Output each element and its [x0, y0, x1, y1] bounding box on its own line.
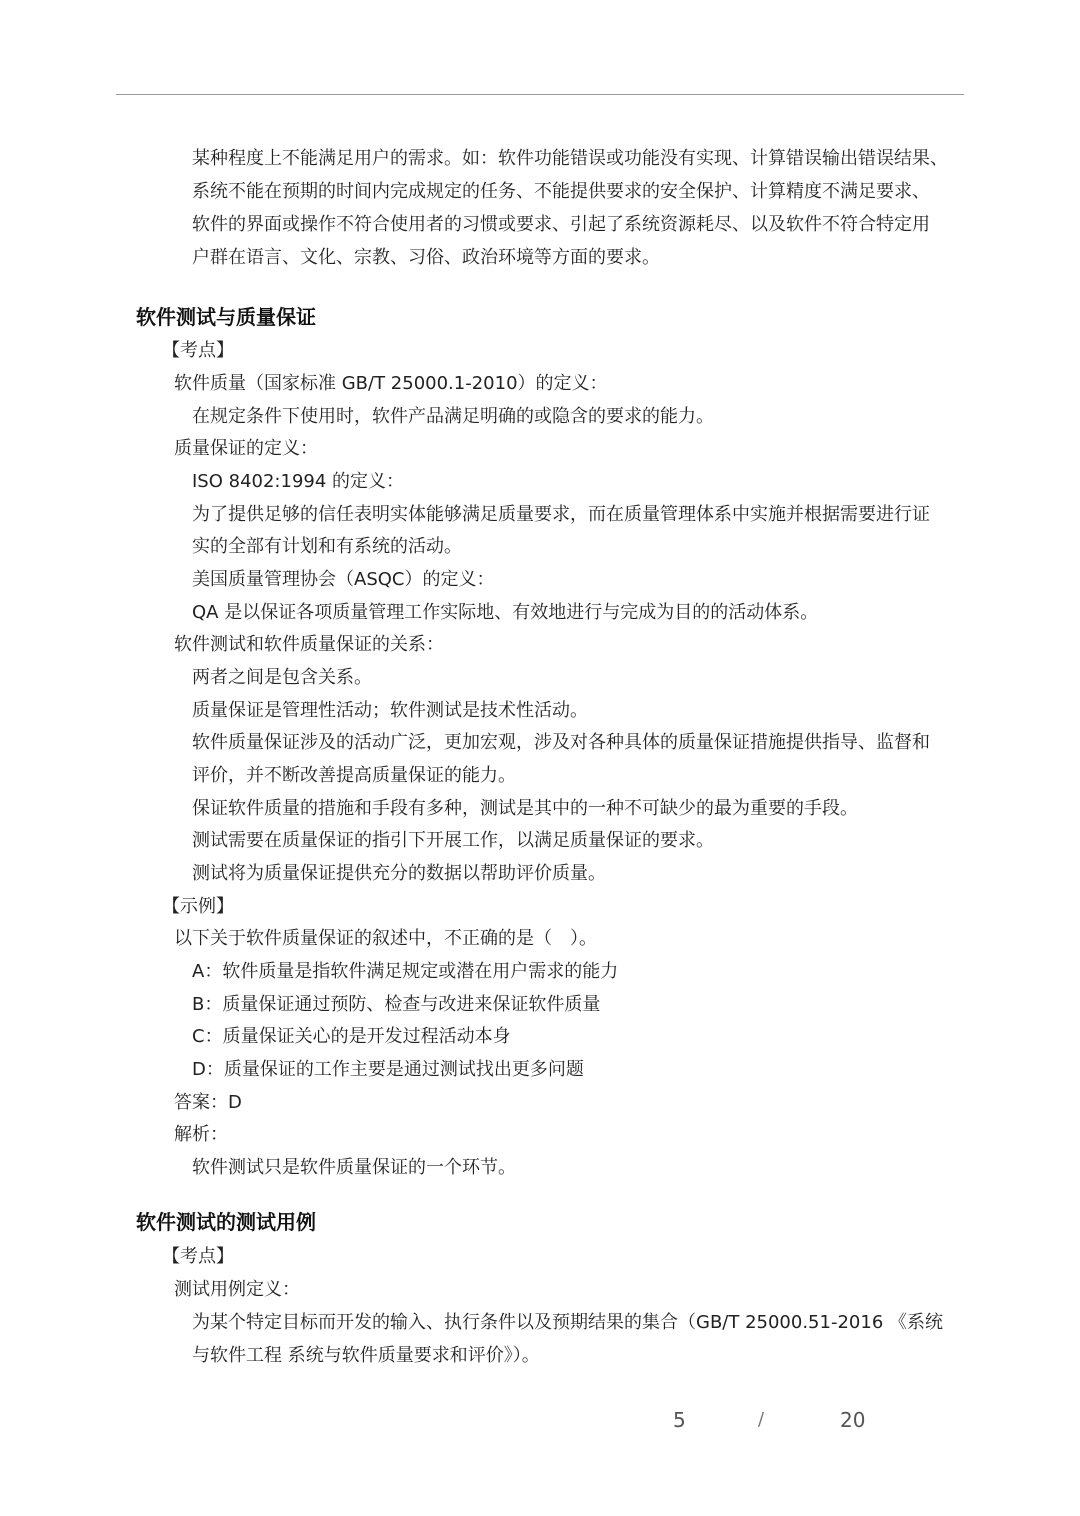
answer: 答案：D: [174, 1092, 242, 1113]
relation-item: 测试需要在质量保证的指引下开展工作，以满足质量保证的要求。: [192, 830, 714, 851]
testcase-definition-text: 为某个特定目标而开发的输入、执行条件以及预期结果的集合（GB/T 25000.51-2016 《系统: [192, 1312, 943, 1333]
paragraph-line: 某种程度上不能满足用户的需求。如：软件功能错误或功能没有实现、计算错误输出错误结果、: [192, 148, 948, 169]
page-total: 20: [840, 1408, 866, 1432]
relation-item: 评价，并不断改善提高质量保证的能力。: [192, 765, 516, 786]
relation-item: 软件质量保证涉及的活动广泛，更加宏观，涉及对各种具体的质量保证措施提供指导、监督和: [192, 732, 930, 753]
iso-definition-text: 为了提供足够的信任表明实体能够满足质量要求，而在质量管理体系中实施并根据需要进行证: [192, 504, 930, 525]
testcase-definition-title: 测试用例定义：: [174, 1279, 300, 1300]
page-separator: /: [758, 1409, 765, 1430]
qa-definition-title: 质量保证的定义：: [174, 438, 318, 459]
kaodian-label: 【考点】: [162, 1246, 234, 1267]
relation-item: 质量保证是管理性活动；软件测试是技术性活动。: [192, 700, 588, 721]
quality-definition-title: 软件质量（国家标准 GB/T 25000.1-2010）的定义：: [174, 373, 608, 394]
relation-item: 测试将为质量保证提供充分的数据以帮助评价质量。: [192, 863, 606, 884]
paragraph-line: 系统不能在预期的时间内完成规定的任务、不能提供要求的安全保护、计算精度不满足要求、: [192, 181, 930, 202]
relation-item: 两者之间是包含关系。: [192, 667, 372, 688]
section-heading: 软件测试的测试用例: [136, 1210, 316, 1234]
page-current: 5: [673, 1408, 686, 1432]
kaodian-label: 【考点】: [162, 340, 234, 361]
asqc-definition-text: QA 是以保证各项质量管理工作实际地、有效地进行与完成为目的的活动体系。: [192, 602, 819, 623]
iso-definition-title: ISO 8402:1994 的定义：: [192, 471, 405, 492]
asqc-definition-title: 美国质量管理协会（ASQC）的定义：: [192, 569, 495, 590]
paragraph-line: 软件的界面或操作不符合使用者的习惯或要求、引起了系统资源耗尽、以及软件不符合特定用: [192, 214, 930, 235]
analysis-title: 解析：: [174, 1124, 228, 1145]
relation-item: 保证软件质量的措施和手段有多种，测试是其中的一种不可缺少的最为重要的手段。: [192, 798, 858, 819]
option-c: C：质量保证关心的是开发过程活动本身: [192, 1026, 511, 1047]
header-rule: [116, 94, 964, 95]
quality-definition-text: 在规定条件下使用时，软件产品满足明确的或隐含的要求的能力。: [192, 406, 714, 427]
iso-definition-text: 实的全部有计划和有系统的活动。: [192, 536, 462, 557]
example-label: 【示例】: [162, 896, 234, 917]
option-d: D：质量保证的工作主要是通过测试找出更多问题: [192, 1059, 584, 1080]
option-a: A：软件质量是指软件满足规定或潜在用户需求的能力: [192, 961, 619, 982]
relation-title: 软件测试和软件质量保证的关系：: [174, 634, 444, 655]
question: 以下关于软件质量保证的叙述中，不正确的是（ ）。: [174, 928, 597, 949]
paragraph-line: 户群在语言、文化、宗教、习俗、政治环境等方面的要求。: [192, 247, 660, 268]
section-heading: 软件测试与质量保证: [136, 305, 316, 329]
analysis-text: 软件测试只是软件质量保证的一个环节。: [192, 1157, 516, 1178]
option-b: B：质量保证通过预防、检查与改进来保证软件质量: [192, 994, 601, 1015]
testcase-definition-text: 与软件工程 系统与软件质量要求和评价》）。: [192, 1345, 540, 1366]
